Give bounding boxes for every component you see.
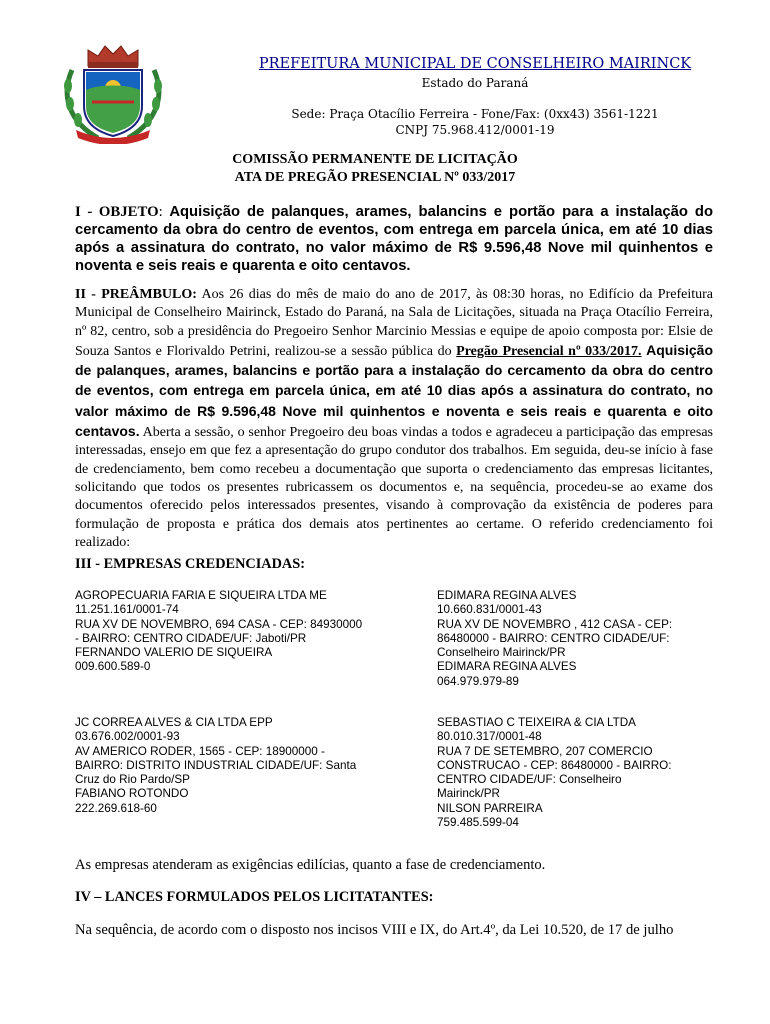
company-block bbox=[437, 589, 727, 689]
lances-heading: IV – LANCES FORMULADOS PELOS LICITATANTES: bbox=[75, 889, 434, 905]
company-line: RUA XV DE NOVEMBRO, 694 CASA - CEP: 84930000 bbox=[75, 617, 363, 631]
company-line: 10.660.831/0001-43 bbox=[437, 603, 542, 617]
header-address: Sede: Praça Otacílio Ferreira - Fone/Fax: (0xx43) 3561-1221 bbox=[291, 107, 659, 121]
doc-title-line1: COMISSÃO PERMANENTE DE LICITAÇÃO bbox=[232, 152, 518, 167]
company-line: CONSTRUCAO - CEP: 86480000 - BAIRRO: bbox=[437, 758, 672, 772]
company-line: EDIMARA REGINA ALVES bbox=[437, 660, 577, 674]
lances-text: Na sequência, de acordo com o disposto nos incisos VIII e IX, do Art.4º, da Lei 10.520, de 17 de julho bbox=[75, 922, 674, 938]
company-line: RUA 7 DE SETEMBRO, 207 COMERCIO bbox=[437, 744, 653, 758]
doc-title-line2: ATA DE PREGÃO PRESENCIAL Nº 033/2017 bbox=[234, 170, 516, 185]
company-line: FERNANDO VALERIO DE SIQUEIRA bbox=[75, 646, 273, 660]
company-line: 222.269.618-60 bbox=[75, 801, 157, 815]
company-line: RUA XV DE NOVEMBRO , 412 CASA - CEP: bbox=[437, 617, 673, 631]
coat-of-arms-icon bbox=[58, 42, 168, 144]
company-line: EDIMARA REGINA ALVES bbox=[437, 589, 577, 602]
company-line: 009.600.589-0 bbox=[75, 660, 151, 674]
company-line: CENTRO CIDADE/UF: Conselheiro bbox=[437, 773, 622, 787]
header-title: PREFEITURA MUNICIPAL DE CONSELHEIRO MAIRINCK bbox=[258, 56, 692, 72]
preambulo-objeto: Aquisição de palanques, arames, balancins e portão para a instalação do cercamento da obra do centro de eventos, com entrega em parcela única, em até 10 dias após a assinatura do contrato, no valor máximo de R$ 9.596,48 Nove mil quinhentos e noventa e seis reais e quarenta e oito centavos. bbox=[75, 341, 714, 440]
objeto-label: I - OBJETO bbox=[75, 204, 159, 220]
header-cnpj: CNPJ 75.968.412/0001-19 bbox=[395, 123, 555, 137]
company-line: SEBASTIAO C TEIXEIRA & CIA LTDA bbox=[437, 716, 636, 729]
company-line: FABIANO ROTONDO bbox=[75, 787, 189, 801]
preambulo-text1: Aos 26 dias do mês de maio do ano de 2017, às 08:30 horas, no Edifício da Prefeitura Municipal de Conselheiro Mairinck, Estado do Paraná, na Sala de Licitações, situada na Praça Otacílio Ferreira, nº 82, centro, sob a presidência do Pregoeiro Senhor Marcinio Messias e equipe de apoio composta por: Elsie de Souza Santos e Florivaldo Petrini, realizou-se a sessão pública do bbox=[75, 287, 713, 359]
preambulo-pregao: Pregão Presencial nº 033/2017. bbox=[456, 343, 642, 359]
empresas-heading: III - EMPRESAS CREDENCIADAS: bbox=[75, 556, 305, 572]
company-line: JC CORREA ALVES & CIA LTDA EPP bbox=[75, 716, 273, 729]
atendimento-text: As empresas atenderam as exigências edilícias, quanto a fase de credenciamento. bbox=[75, 857, 546, 873]
company-line: BAIRRO: DISTRITO INDUSTRIAL CIDADE/UF: Santa bbox=[75, 758, 357, 772]
company-line: Conselheiro Mairinck/PR bbox=[437, 646, 566, 660]
header-state: Estado do Paraná bbox=[421, 76, 529, 90]
company-line: 064.979.979-89 bbox=[437, 674, 519, 688]
company-line: Cruz do Rio Pardo/SP bbox=[75, 773, 190, 787]
company-block bbox=[75, 589, 405, 675]
company-line: 03.676.002/0001-93 bbox=[75, 730, 180, 744]
preambulo-label: II - PREÂMBULO: bbox=[75, 287, 197, 302]
company-line: AGROPECUARIA FARIA E SIQUEIRA LTDA ME bbox=[75, 589, 327, 602]
objeto-text: Aquisição de palanques, arames, balancins e portão para a instalação do cercamento da obra do centro de eventos, com entrega em parcela única, em até 10 dias após a assinatura do contrato, no valor máximo de R$ 9.596,48 Nove mil quinhentos e noventa e seis reais e quarenta e oito centavos. bbox=[75, 204, 713, 274]
objeto-section: I - OBJETO: Aquisição de palanques, arames, balancins e portão para a instalação do cercamento da obra do centro de eventos, com entrega em parcela única, em até 10 dias após a assinatura do contrato, no valor máximo de R$ 9.596,48 Nove mil quinhentos e noventa e seis reais e quarenta e oito centavos. bbox=[75, 204, 713, 274]
company-block bbox=[437, 716, 727, 830]
company-line: NILSON PARREIRA bbox=[437, 801, 543, 815]
company-line: Mairinck/PR bbox=[437, 787, 500, 801]
preambulo-text2: Aberta a sessão, o senhor Pregoeiro deu boas vindas a todos e agradeceu a participação das empresas interessadas, ensejo em que fez a apresentação do grupo condutor dos trabalhos. Em seguida, deu-se início à fase de credenciamento, bem como recebeu a documentação que suporta o credenciamento das empresas licitantes, solicitando que todos os presentes rubricassem os documentos e, na sequência, procedeu-se ao exame dos documentos oferecido pelos interessados presentes, visando à comprovação da existência de poderes para formulação de proposta e prática dos demais atos pertinentes ao certame. O referido credenciamento foi realizado: bbox=[75, 425, 713, 550]
company-line: 86480000 - BAIRRO: CENTRO CIDADE/UF: bbox=[437, 631, 670, 645]
company-line: AV AMERICO RODER, 1565 - CEP: 18900000 - bbox=[75, 744, 325, 758]
preambulo-section bbox=[75, 286, 713, 552]
company-line: 11.251.161/0001-74 bbox=[75, 603, 179, 617]
company-line: - BAIRRO: CENTRO CIDADE/UF: Jaboti/PR bbox=[75, 631, 307, 645]
company-line: 759.485.599-04 bbox=[437, 816, 519, 830]
company-block bbox=[75, 716, 405, 816]
company-line: 80.010.317/0001-48 bbox=[437, 730, 542, 744]
